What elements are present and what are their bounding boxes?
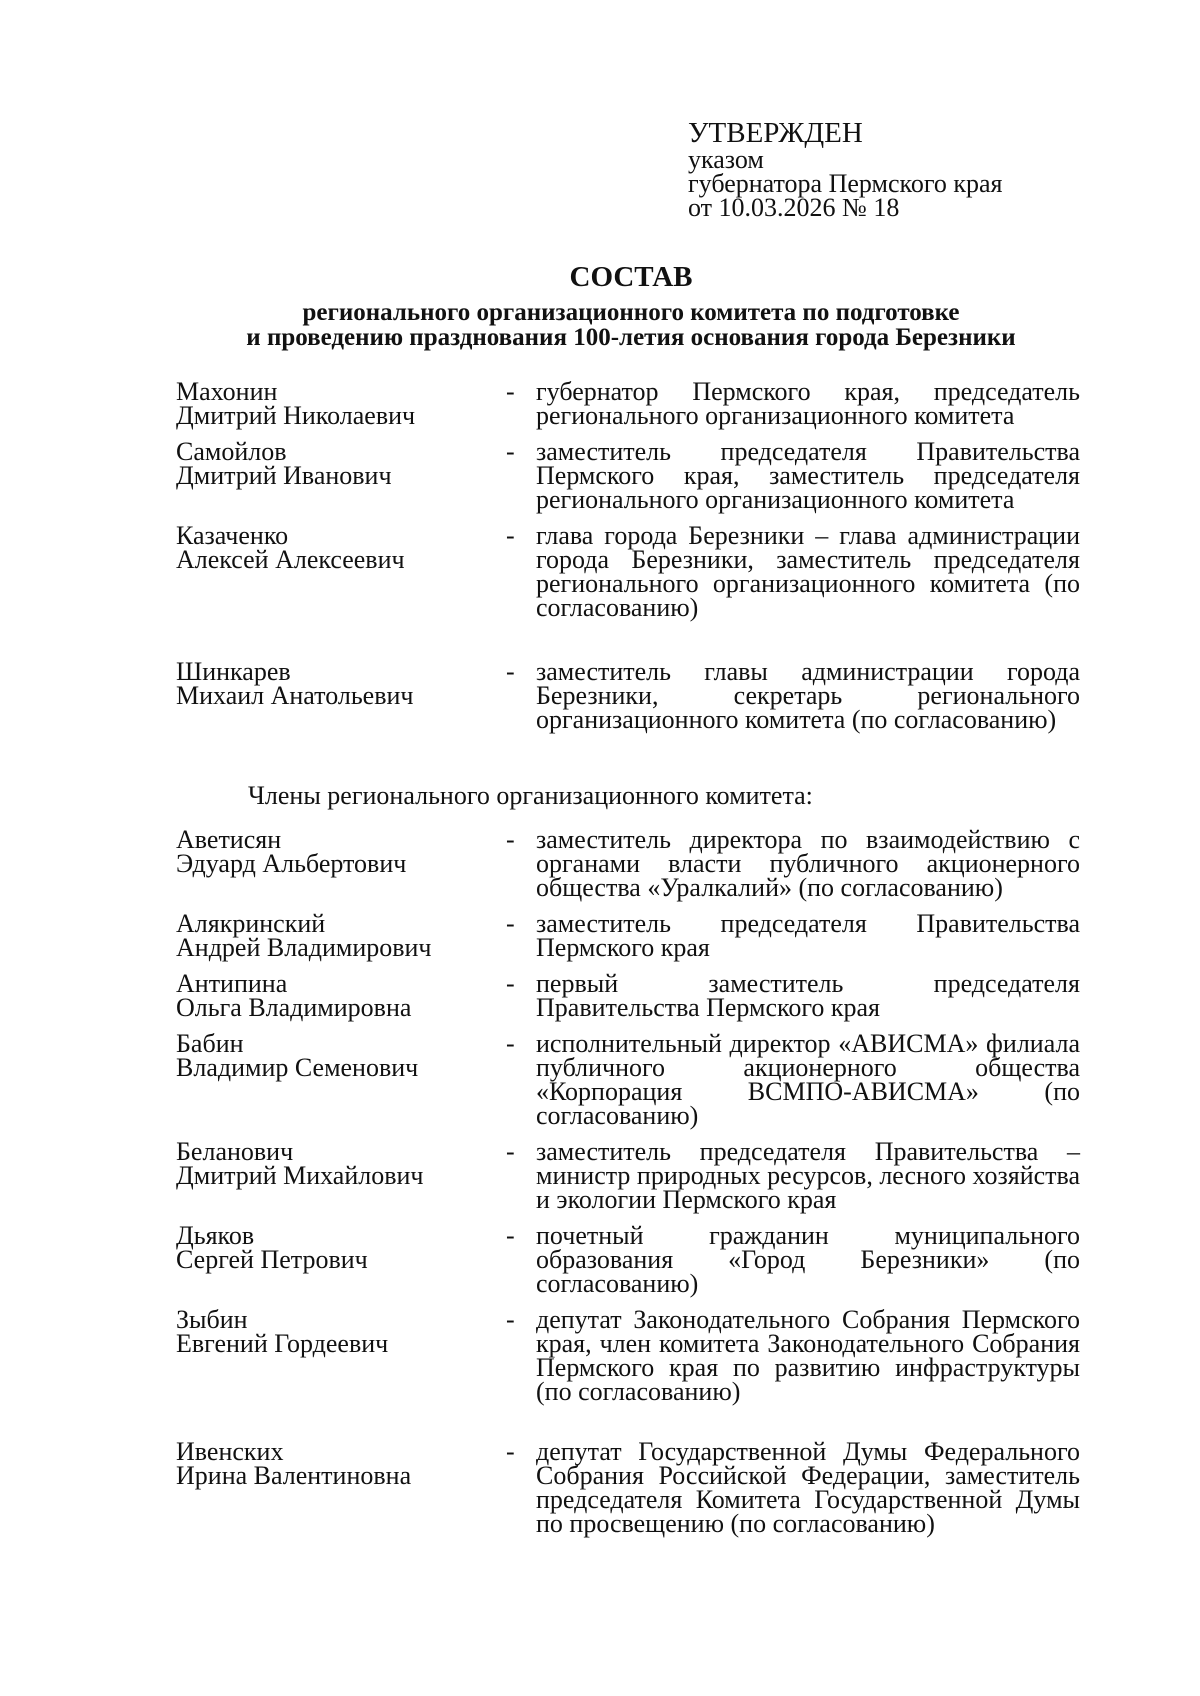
member-row — [176, 969, 1080, 1022]
member-surname: Зыбин — [176, 1305, 248, 1334]
member-dash: - — [506, 1305, 515, 1334]
member-role: заместитель председателя Правительства Пермского края — [536, 909, 1080, 962]
member-given-names: Дмитрий Иванович — [176, 461, 392, 490]
member-dash: - — [506, 521, 515, 550]
member-dash: - — [506, 1029, 515, 1058]
member-row — [176, 521, 1080, 622]
member-given-names: Сергей Петрович — [176, 1245, 368, 1274]
member-surname: Махонин — [176, 377, 278, 406]
member-dash: - — [506, 1221, 515, 1250]
member-name — [176, 1221, 496, 1274]
member-role: заместитель директора по взаимодействию с органами власти публичного акционерного общества «Уралкалий» (по согласованию) — [536, 825, 1080, 902]
member-role: первый заместитель председателя Правительства Пермского края — [536, 969, 1080, 1022]
member-dash: - — [506, 1437, 515, 1466]
member-row — [176, 1029, 1080, 1130]
member-role: губернатор Пермского края, председатель регионального организационного комитета — [536, 377, 1080, 430]
member-dash: - — [506, 969, 515, 998]
member-surname: Самойлов — [176, 437, 287, 466]
member-row — [176, 1305, 1080, 1406]
member-name — [176, 1137, 496, 1190]
member-name — [176, 969, 496, 1022]
member-dash: - — [506, 1137, 515, 1166]
member-row — [176, 437, 1080, 514]
member-row — [176, 377, 1080, 430]
member-given-names: Эдуард Альбертович — [176, 849, 407, 878]
member-role: депутат Законодательного Собрания Пермского края, член комитета Законодательного Собрания Пермского края по развитию инфраструктуры (по согласованию) — [536, 1305, 1080, 1406]
member-name — [176, 1029, 496, 1082]
subtitle-line: и проведению празднования 100-летия основания города Березники — [246, 324, 1016, 351]
approval-decree: указом — [688, 145, 764, 174]
member-given-names: Владимир Семенович — [176, 1053, 419, 1082]
member-role: депутат Государственной Думы Федерального Собрания Российской Федерации, заместитель председателя Комитета Государственной Думы по просвещению (по согласованию) — [536, 1437, 1080, 1538]
member-row — [176, 1437, 1080, 1538]
member-surname: Антипина — [176, 969, 288, 998]
member-given-names: Дмитрий Николаевич — [176, 401, 416, 430]
member-given-names: Дмитрий Михайлович — [176, 1161, 424, 1190]
member-surname: Алякринский — [176, 909, 326, 938]
member-surname: Беланович — [176, 1137, 294, 1166]
member-dash: - — [506, 437, 515, 466]
member-name — [176, 825, 496, 878]
member-dash: - — [506, 825, 515, 854]
member-surname: Бабин — [176, 1029, 244, 1058]
member-given-names: Михаил Анатольевич — [176, 681, 414, 710]
document-title: СОСТАВ — [569, 261, 693, 293]
member-surname: Ивенских — [176, 1437, 284, 1466]
member-role: почетный гражданин муниципального образования «Город Березники» (по согласованию) — [536, 1221, 1080, 1298]
member-given-names: Алексей Алексеевич — [176, 545, 405, 574]
member-dash: - — [506, 909, 515, 938]
subtitle-line: регионального организационного комитета по подготовке — [302, 299, 960, 326]
member-given-names: Андрей Владимирович — [176, 933, 432, 962]
member-dash: - — [506, 377, 515, 406]
member-name — [176, 1305, 496, 1358]
member-role: глава города Березники – глава администрации города Березники, заместитель председателя регионального организационного комитета (по согласованию) — [536, 521, 1080, 622]
member-given-names: Ирина Валентиновна — [176, 1461, 412, 1490]
members-heading: Члены регионального организационного комитета: — [248, 781, 813, 810]
member-name — [176, 521, 496, 574]
approval-date-number: от 10.03.2026 № 18 — [688, 193, 900, 222]
member-surname: Аветисян — [176, 825, 282, 854]
member-name — [176, 909, 496, 962]
member-row — [176, 909, 1080, 962]
member-row — [176, 1137, 1080, 1214]
approval-stamp — [688, 118, 1002, 220]
member-role: заместитель председателя Правительства Пермского края, заместитель председателя регионального организационного комитета — [536, 437, 1080, 514]
member-surname: Шинкарев — [176, 657, 291, 686]
member-surname: Дьяков — [176, 1221, 255, 1250]
member-surname: Казаченко — [176, 521, 289, 550]
member-role: заместитель главы администрации города Березники, секретарь регионального организационного комитета (по согласованию) — [536, 657, 1080, 734]
member-role: заместитель председателя Правительства – министр природных ресурсов, лесного хозяйства и экологии Пермского края — [536, 1137, 1080, 1214]
member-name — [176, 657, 496, 710]
member-dash: - — [506, 657, 515, 686]
member-name — [176, 377, 496, 430]
approval-approved: УТВЕРЖДЕН — [688, 117, 863, 149]
member-given-names: Ольга Владимировна — [176, 993, 412, 1022]
member-given-names: Евгений Гордеевич — [176, 1329, 389, 1358]
member-row — [176, 657, 1080, 734]
member-row — [176, 825, 1080, 902]
member-role: исполнительный директор «АВИСМА» филиала публичного акционерного общества «Корпорация ВСМПО-АВИСМА» (по согласованию) — [536, 1029, 1080, 1130]
member-row — [176, 1221, 1080, 1298]
approval-authority: губернатора Пермского края — [688, 169, 1003, 198]
member-name — [176, 1437, 496, 1490]
member-name — [176, 437, 496, 490]
document-subtitle — [0, 300, 1200, 350]
